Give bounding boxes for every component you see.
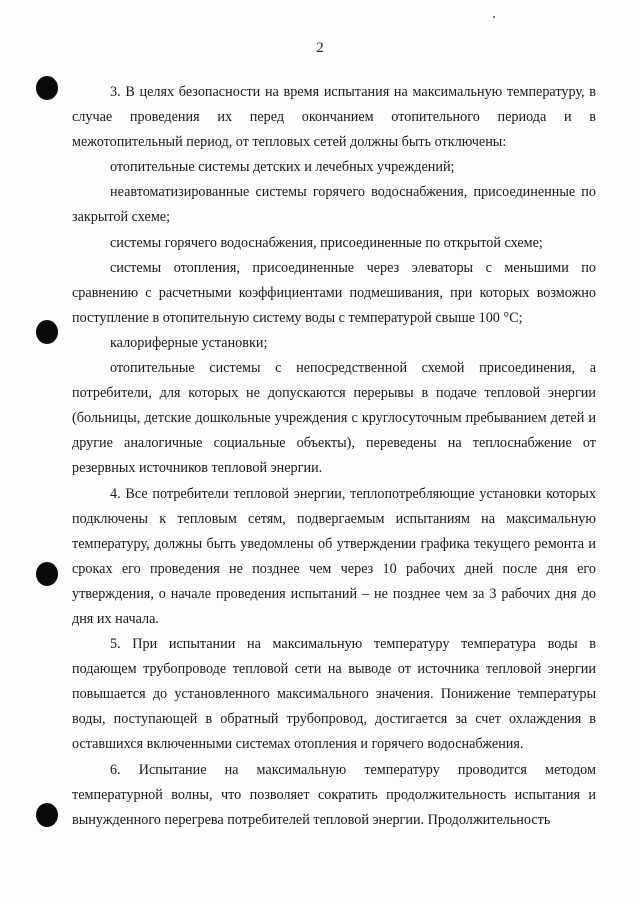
paragraph-4: 4. Все потребители тепловой энергии, теплопотребляющие установки которых подключены к тепловым сетям, подвергаемым испытаниям на максимальную температуру, должны быть уведомлены об утверждении графика текущего ремонта и сроках его проведения не позднее чем через 10 рабочих дней после дня его утверждения, о начале проведения испытаний – не позднее чем за 3 рабочих дня до дня их начала. [72,485,596,627]
punch-hole-3 [36,562,58,586]
scan-speck [493,16,495,18]
punch-hole-4 [36,803,58,827]
paragraph-6: 6. Испытание на максимальную температуру проводится методом температурной волны, что позволяет сократить продолжительность испытания и вынужденного перегрева потребителей тепловой энергии. Продолжительность [72,761,596,828]
list-item-open-hot-water: системы горячего водоснабжения, присоединенные по открытой схеме; [110,234,543,251]
punch-hole-2 [36,320,58,344]
paragraph-3-intro: 3. В целях безопасности на время испытания на максимальную температуру, в случае проведения их перед окончанием отопительного периода и в межотопительный период, от тепловых сетей должны быть отключены: [72,84,596,151]
list-item-children-medical: отопительные системы детских и лечебных учреждений; [110,159,455,176]
punch-hole-1 [36,76,58,100]
page-number: 2 [316,40,324,56]
list-item-air-heaters: калориферные установки; [110,334,268,351]
list-item-closed-hot-water: неавтоматизированные системы горячего водоснабжения, присоединенные по закрытой схеме; [72,184,596,226]
document-body [72,80,596,833]
list-item-elevator-heating: системы отопления, присоединенные через элеваторы с меньшими по сравнению с расчетными коэффициентами подмешивания, при которых возможно поступление в отопительную систему воды с температурой свыше 100 °С; [72,259,596,326]
list-item-direct-heating: отопительные системы с непосредственной схемой присоединения, а потребители, для которых не допускаются перерывы в подаче тепловой энергии (больницы, детские дошкольные учреждения с круглосуточным пребыванием детей и другие аналогичные социальные объекты), переведены на теплоснабжение от резервных источников тепловой энергии. [72,360,596,477]
paragraph-5: 5. При испытании на максимальную температуру температура воды в подающем трубопроводе тепловой сети на выводе от источника тепловой энергии повышается до установленного максимального значения. Понижение температуры воды, поступающей в обратный трубопровод, достигается за счет охлаждения в оставшихся включенными системах отопления и горячего водоснабжения. [72,636,596,753]
